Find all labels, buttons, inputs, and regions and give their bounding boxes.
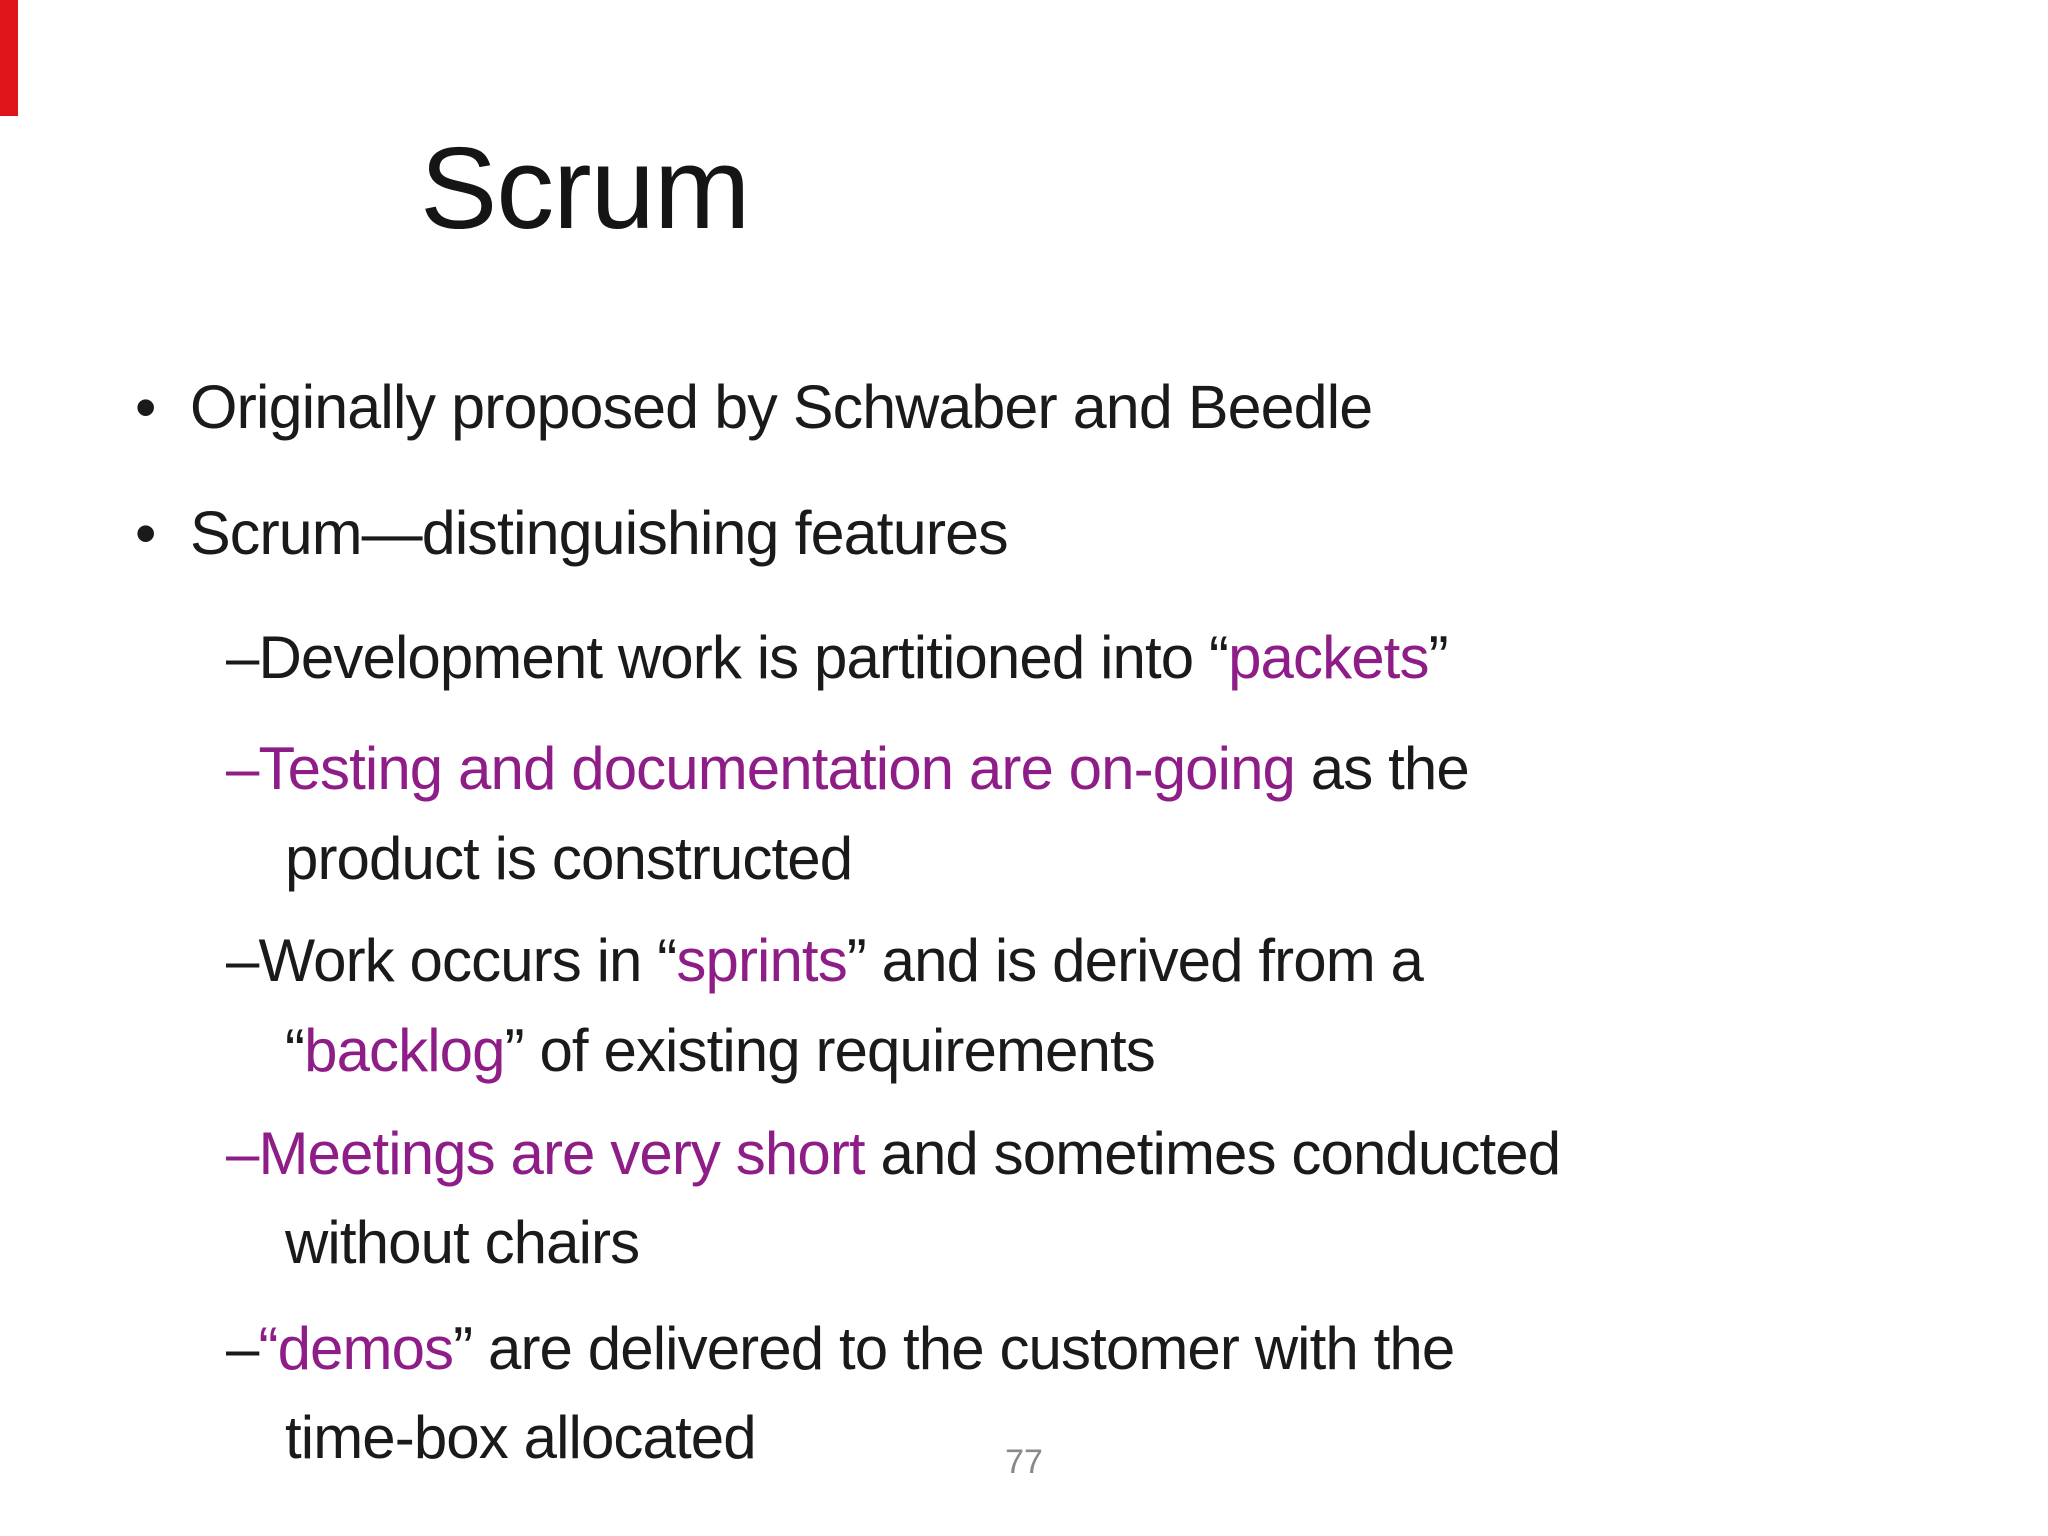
page-number: 77 <box>1005 1443 1043 1481</box>
highlighted-text: “demos <box>258 1315 454 1382</box>
text-segment: as the <box>1295 735 1469 802</box>
text-segment: ” of existing requirements <box>504 1017 1155 1084</box>
bullet-marker: • <box>135 373 156 441</box>
text-segment: Scrum—distinguishing features <box>190 499 1008 567</box>
text-segment: without chairs <box>285 1209 640 1276</box>
highlighted-text: sprints <box>676 927 847 994</box>
text-segment: ” are delivered to the customer with the <box>453 1315 1455 1382</box>
text-segment: Originally proposed by Schwaber and Beedle <box>190 373 1373 441</box>
text-segment: – <box>226 1315 259 1382</box>
bullet-item <box>135 498 1008 568</box>
sub-bullet-item <box>226 1314 1454 1383</box>
text-segment: –Work occurs in “ <box>226 927 677 994</box>
sub-bullet-item <box>226 734 1469 803</box>
highlighted-text: packets <box>1228 624 1429 691</box>
text-segment: product is constructed <box>285 825 853 892</box>
bullet-marker: • <box>135 499 156 567</box>
text-segment: –Development work is partitioned into “ <box>226 624 1229 691</box>
red-accent-bar <box>0 0 18 116</box>
text-segment: ” and is derived from a <box>846 927 1424 994</box>
sub-bullet-continuation <box>285 1208 639 1277</box>
text-segment: “ <box>285 1017 305 1084</box>
sub-bullet-item <box>226 623 1448 692</box>
highlighted-text: –Meetings are very short <box>226 1120 865 1187</box>
text-segment: ” <box>1428 624 1448 691</box>
highlighted-text: –Testing and documentation are on-going <box>226 735 1296 802</box>
text-segment: and sometimes conducted <box>864 1120 1561 1187</box>
sub-bullet-continuation <box>285 1016 1155 1085</box>
text-segment: time-box allocated <box>285 1404 756 1471</box>
slide-title: Scrum <box>420 123 750 253</box>
sub-bullet-item <box>226 1119 1560 1188</box>
bullet-item <box>135 372 1372 442</box>
sub-bullet-item <box>226 926 1423 995</box>
sub-bullet-continuation <box>285 824 852 893</box>
highlighted-text: backlog <box>304 1017 505 1084</box>
